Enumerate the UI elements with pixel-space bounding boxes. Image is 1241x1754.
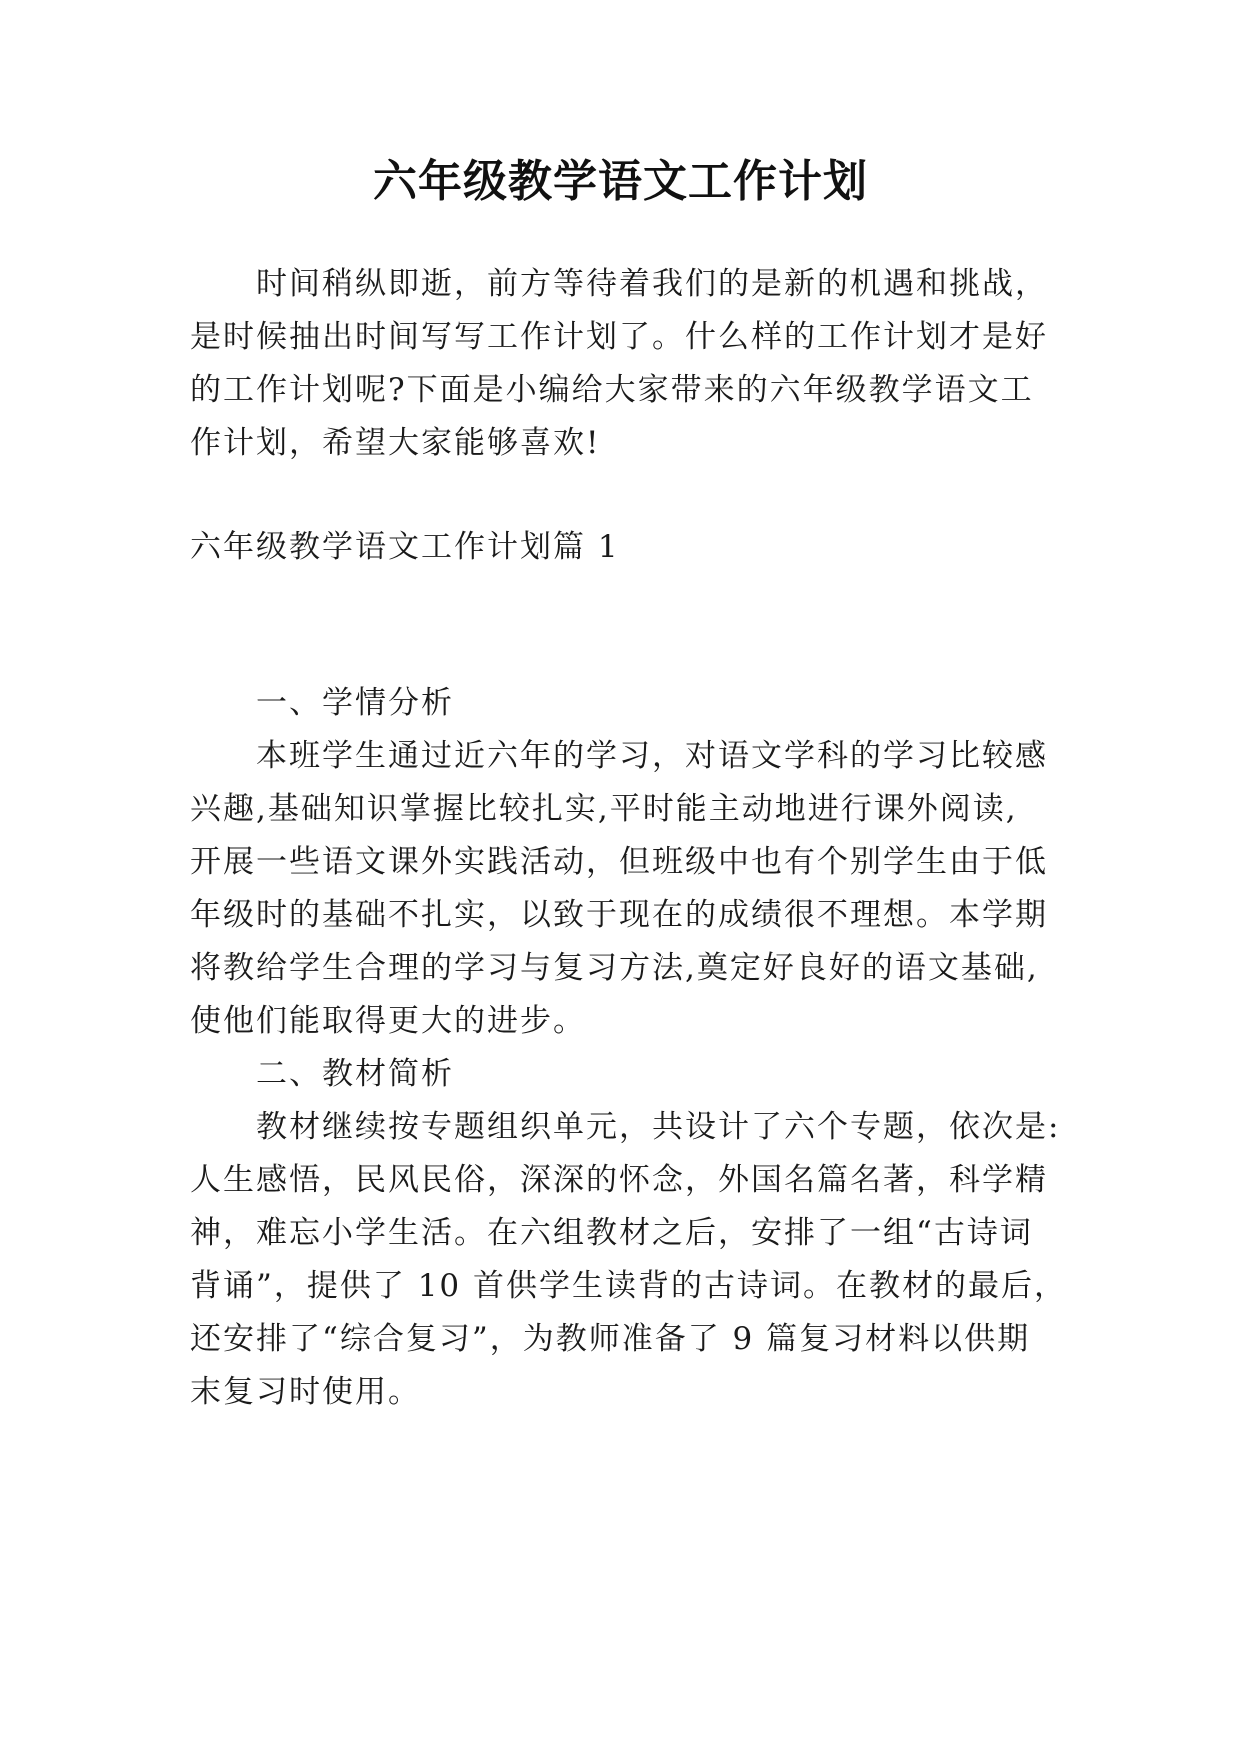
intro-line: 时间稍纵即逝，前方等待着我们的是新的机遇和挑战， (256, 266, 1048, 302)
paragraph-line: 将教给学生合理的学习与复习方法,奠定好良好的语文基础, (190, 950, 1039, 986)
intro-line: 是时候抽出时间写写工作计划了。什么样的工作计划才是好 (190, 319, 1048, 355)
paragraph-line: 使他们能取得更大的进步。 (190, 1003, 586, 1039)
paragraph-line: 背诵”，提供了 10 首供学生读背的古诗词。在教材的最后， (190, 1268, 1067, 1304)
section-heading: 二、教材简析 (256, 1056, 454, 1092)
paragraph-line: 本班学生通过近六年的学习，对语文学科的学习比较感 (256, 738, 1048, 774)
intro-line: 的工作计划呢?下面是小编给大家带来的六年级教学语文工 (190, 372, 1034, 408)
paragraph-line: 兴趣,基础知识掌握比较扎实,平时能主动地进行课外阅读, (190, 791, 1018, 827)
paragraph-line: 还安排了“综合复习”，为教师准备了 9 篇复习材料以供期 (190, 1321, 1031, 1357)
paragraph-line: 教材继续按专题组织单元，共设计了六个专题，依次是: (256, 1109, 1061, 1145)
chapter-heading: 六年级教学语文工作计划篇 1 (190, 529, 620, 565)
paragraph-line: 神，难忘小学生活。在六组教材之后，安排了一组“古诗词 (190, 1215, 1033, 1251)
intro-line: 作计划，希望大家能够喜欢! (190, 425, 601, 461)
document-title: 六年级教学语文工作计划 (373, 156, 868, 207)
paragraph-line: 开展一些语文课外实践活动，但班级中也有个别学生由于低 (190, 844, 1048, 880)
paragraph-line: 人生感悟，民风民俗，深深的怀念，外国名篇名著，科学精 (190, 1162, 1048, 1198)
section-heading: 一、学情分析 (256, 685, 454, 721)
paragraph-line: 年级时的基础不扎实，以致于现在的成绩很不理想。本学期 (190, 897, 1048, 933)
paragraph-line: 末复习时使用。 (190, 1374, 421, 1410)
